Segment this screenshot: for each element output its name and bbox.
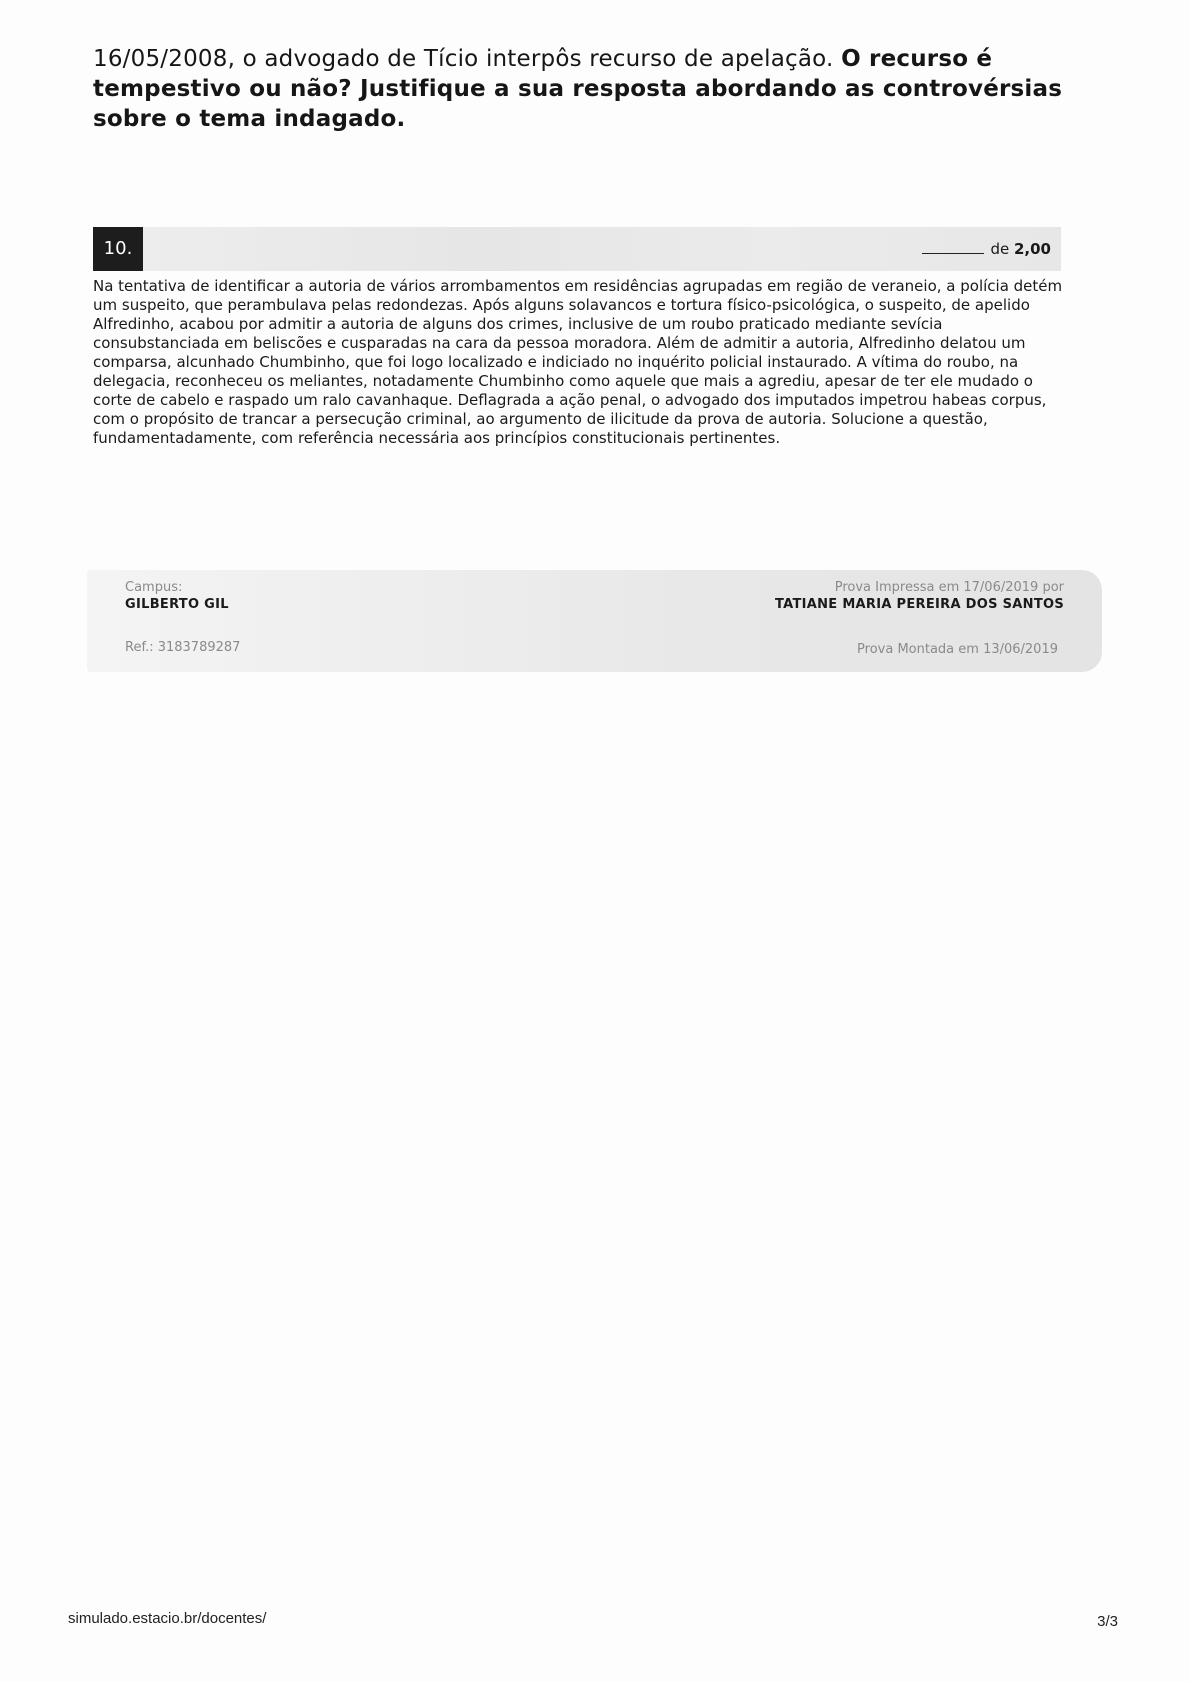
question-header <box>93 227 1061 271</box>
question-text: Na tentativa de identificar a autoria de vários arrombamentos em residências agrupadas em região de veraneio, a polícia detém um suspeito, que perambulava pelas redondezas. Após alguns solavancos e tortura físico-psicológica, o suspeito, de apelido Alfredinho, acabou por admitir a autoria de alguns dos crimes, inclusive de um roubo praticado mediante sevícia consubstanciada em beliscões e cusparadas na cara da pessoa moradora. Além de admitir a autoria, Alfredinho delatou um comparsa, alcunhado Chumbinho, que foi logo localizado e indiciado no inquérito policial instaurado. A vítima do roubo, na delegacia, reconheceu os meliantes, notadamente Chumbinho como aquele que mais a agrediu, apesar de ter ele mudado o corte de cabelo e raspado um ralo cavanhaque. Deflagrada a ação penal, o advogado dos imputados impetrou habeas corpus, com o propósito de trancar a persecução criminal, ao argumento de ilicitude da prova de autoria. Solucione a questão, fundamentadamente, com referência necessária aos princípios constitucionais pertinentes. <box>93 277 1063 447</box>
page-number: 3/3 <box>1097 1613 1118 1630</box>
lead-plain: 16/05/2008, o advogado de Tício interpôs recurso de apelação. <box>93 46 842 72</box>
printed-by-name: TATIANE MARIA PEREIRA DOS SANTOS <box>774 597 1064 612</box>
question-number: 10. <box>93 227 143 271</box>
score-label: de <box>990 240 1010 258</box>
exam-footer-box <box>87 570 1102 672</box>
campus-label: Campus: <box>125 580 183 595</box>
printed-date-label: Prova Impressa em 17/06/2019 por <box>834 580 1064 595</box>
score-blank-line <box>922 253 984 254</box>
reference-number: Ref.: 3183789287 <box>125 640 241 655</box>
mounted-date: Prova Montada em 13/06/2019 <box>857 642 1058 657</box>
score-max: 2,00 <box>1013 240 1051 258</box>
lead-bold: O recurso é tempestivo ou não? Justifique a sua resposta abordando as controvérsias sobre o tema indagado. <box>93 46 1063 132</box>
previous-question-text <box>93 44 1093 134</box>
campus-value: GILBERTO GIL <box>125 597 229 612</box>
page-footer-url: simulado.estacio.br/docentes/ <box>68 1610 267 1627</box>
question-score <box>922 240 1051 258</box>
